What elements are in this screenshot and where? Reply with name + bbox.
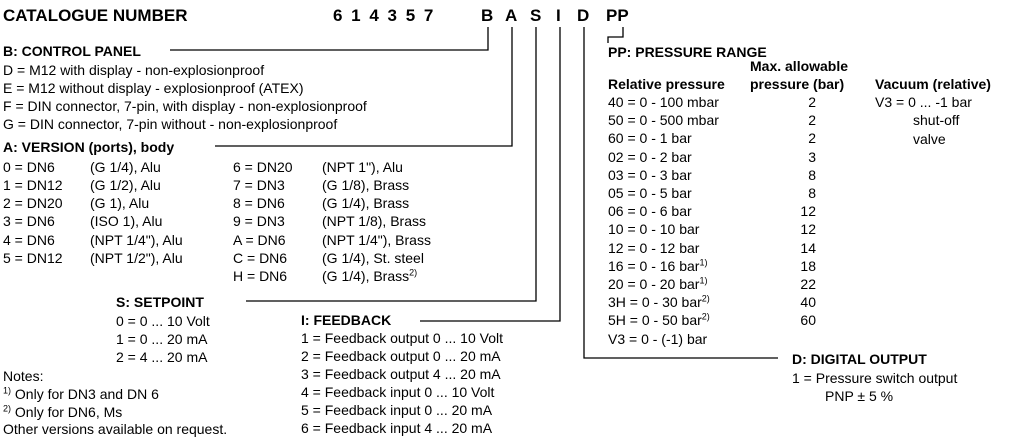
max-pressure-value: 18 xyxy=(800,257,816,274)
feedback-item: 2 = Feedback output 0 ... 20 mA xyxy=(301,348,501,364)
control-panel-item: D = M12 with display - non-explosionproof xyxy=(3,62,265,78)
max-pressure-value: 8 xyxy=(808,185,816,201)
version-code: 1 = DN12 xyxy=(3,177,63,193)
control-panel-item: F = DIN connector, 7-pin, with display - non-explosionproof xyxy=(3,98,367,114)
version-port: (G 1/2), Alu xyxy=(90,177,161,193)
catalogue-number: 6 1 4 3 5 7 xyxy=(333,6,436,25)
max-pressure-value: 8 xyxy=(808,166,816,183)
version-port: (NPT 1/2"), Alu xyxy=(90,250,183,266)
notes-heading: Notes: xyxy=(3,368,44,384)
note-item: $^{2)}$ Only for DN6, Ms xyxy=(3,403,123,420)
max-pressure-value: 2 xyxy=(808,130,816,147)
pressure-range-value: 3H = 0 - 30 bar$^{2)}$ xyxy=(608,293,710,311)
max-pressure-header-line1: Max. allowable xyxy=(750,58,849,74)
line-control-panel xyxy=(170,27,488,50)
catalogue-title: CATALOGUE NUMBER xyxy=(3,6,188,25)
feedback-item: 1 = Feedback output 0 ... 10 Volt xyxy=(301,330,503,346)
control-panel-item: G = DIN connector, 7-pin without - non-explosionproof xyxy=(3,116,338,132)
setpoint-heading: S: SETPOINT xyxy=(116,294,204,310)
code-pp: PP xyxy=(606,6,629,25)
vacuum-item: V3 = 0 ... -1 bar xyxy=(875,94,972,110)
max-pressure-header-line2: pressure (bar) xyxy=(750,76,845,92)
feedback-item: 6 = Feedback input 4 ... 20 mA xyxy=(301,420,493,436)
feedback-item: 3 = Feedback output 4 ... 20 mA xyxy=(301,366,501,382)
digital-output-item: 1 = Pressure switch output xyxy=(792,370,958,386)
vacuum-item: shut-off xyxy=(913,112,960,128)
pressure-heading: PP: PRESSURE RANGE xyxy=(608,44,767,60)
version-code: 5 = DN12 xyxy=(3,250,63,266)
version-port: (NPT 1"), Alu xyxy=(322,159,403,175)
version-port: (G 1/8), Brass xyxy=(322,177,410,193)
version-port: (NPT 1/8), Brass xyxy=(322,213,426,229)
version-port: (G 1/4), St. steel xyxy=(322,250,424,266)
version-code: 7 = DN3 xyxy=(233,177,285,193)
code-d: D xyxy=(577,6,590,25)
pressure-range-value: 05 = 0 - 5 bar xyxy=(608,185,692,201)
digital-output-heading: D: DIGITAL OUTPUT xyxy=(792,351,927,367)
version-code: H = DN6 xyxy=(233,268,288,284)
version-port: (G 1), Alu xyxy=(90,195,150,211)
feedback-item: 5 = Feedback input 0 ... 20 mA xyxy=(301,402,493,418)
code-s: S xyxy=(530,6,542,25)
max-pressure-value: 12 xyxy=(800,203,816,220)
version-code: A = DN6 xyxy=(233,232,286,248)
version-code: 2 = DN20 xyxy=(3,195,63,211)
version-code: 6 = DN20 xyxy=(233,159,293,175)
pressure-range-value: 5H = 0 - 50 bar$^{2)}$ xyxy=(608,311,710,329)
pressure-range-value: 06 = 0 - 6 bar xyxy=(608,203,692,220)
relative-pressure-header: Relative pressure xyxy=(608,76,725,92)
line-pressure-range xyxy=(608,27,623,43)
line-feedback xyxy=(420,27,560,321)
footnote-marker: 2) xyxy=(701,293,710,304)
pressure-range-value: 02 = 0 - 2 bar xyxy=(608,148,692,165)
max-pressure-value: 3 xyxy=(808,148,816,165)
control-panel-item: E = M12 without display - explosionproof (ATEX) xyxy=(3,80,304,96)
pressure-range-value: 40 = 0 - 100 mbar xyxy=(608,94,719,110)
code-a: A xyxy=(505,6,518,25)
version-port: (G 1/4), Brass xyxy=(322,195,410,211)
code-i: I xyxy=(556,6,561,25)
version-port: (ISO 1), Alu xyxy=(90,213,163,229)
setpoint-item: 0 = 0 ... 10 Volt xyxy=(116,313,210,329)
max-pressure-value: 22 xyxy=(800,276,816,292)
version-port: (G 1/4), Brass$^{2)}$ xyxy=(322,267,418,284)
version-port: (NPT 1/4"), Alu xyxy=(90,232,183,248)
version-heading: A: VERSION (ports), body xyxy=(3,139,175,155)
version-port: (NPT 1/4"), Brass xyxy=(322,232,431,248)
pressure-range-value: 12 = 0 - 12 bar xyxy=(608,239,700,256)
pressure-range-value: 10 = 0 - 10 bar xyxy=(608,221,700,238)
note-item: Other versions available on request. xyxy=(3,421,228,437)
max-pressure-value: 2 xyxy=(808,94,816,110)
footnote-marker: 2) xyxy=(701,311,710,322)
code-b: B xyxy=(481,6,494,25)
version-code: 8 = DN6 xyxy=(233,195,285,211)
version-code: C = DN6 xyxy=(233,250,288,266)
version-code: 4 = DN6 xyxy=(3,232,55,248)
footnote-marker: 1) xyxy=(699,257,708,268)
version-code: 9 = DN3 xyxy=(233,213,285,229)
pressure-range-value: 50 = 0 - 500 mbar xyxy=(608,112,719,129)
max-pressure-value: 60 xyxy=(800,312,816,329)
version-port: (G 1/4), Alu xyxy=(90,159,161,175)
max-pressure-value: 2 xyxy=(808,112,816,129)
feedback-item: 4 = Feedback input 0 ... 10 Volt xyxy=(301,384,495,400)
max-pressure-value: 14 xyxy=(800,239,816,256)
pressure-range-value: 20 = 0 - 20 bar$^{1)}$ xyxy=(608,275,708,292)
max-pressure-value: 40 xyxy=(800,294,816,311)
max-pressure-value: 12 xyxy=(800,221,816,238)
feedback-heading: I: FEEDBACK xyxy=(301,312,392,328)
version-code: 3 = DN6 xyxy=(3,213,55,229)
vacuum-header: Vacuum (relative) xyxy=(875,76,991,92)
pressure-range-value: 16 = 0 - 16 bar$^{1)}$ xyxy=(608,257,708,274)
footnote-marker: 2) xyxy=(409,267,418,278)
setpoint-item: 1 = 0 ... 20 mA xyxy=(116,331,208,347)
pressure-range-value: V3 = 0 - (-1) bar xyxy=(608,330,708,347)
pressure-range-value: 60 = 0 - 1 bar xyxy=(608,130,692,147)
note-item: $^{1)}$ Only for DN3 and DN 6 xyxy=(3,385,159,402)
setpoint-item: 2 = 4 ... 20 mA xyxy=(116,349,208,365)
version-code: 0 = DN6 xyxy=(3,159,55,175)
digital-output-item: PNP ± 5 % xyxy=(825,388,894,404)
control-panel-heading: B: CONTROL PANEL xyxy=(3,43,141,59)
vacuum-item: valve xyxy=(913,131,946,147)
footnote-marker: 1) xyxy=(699,275,708,286)
pressure-range-value: 03 = 0 - 3 bar xyxy=(608,166,692,183)
